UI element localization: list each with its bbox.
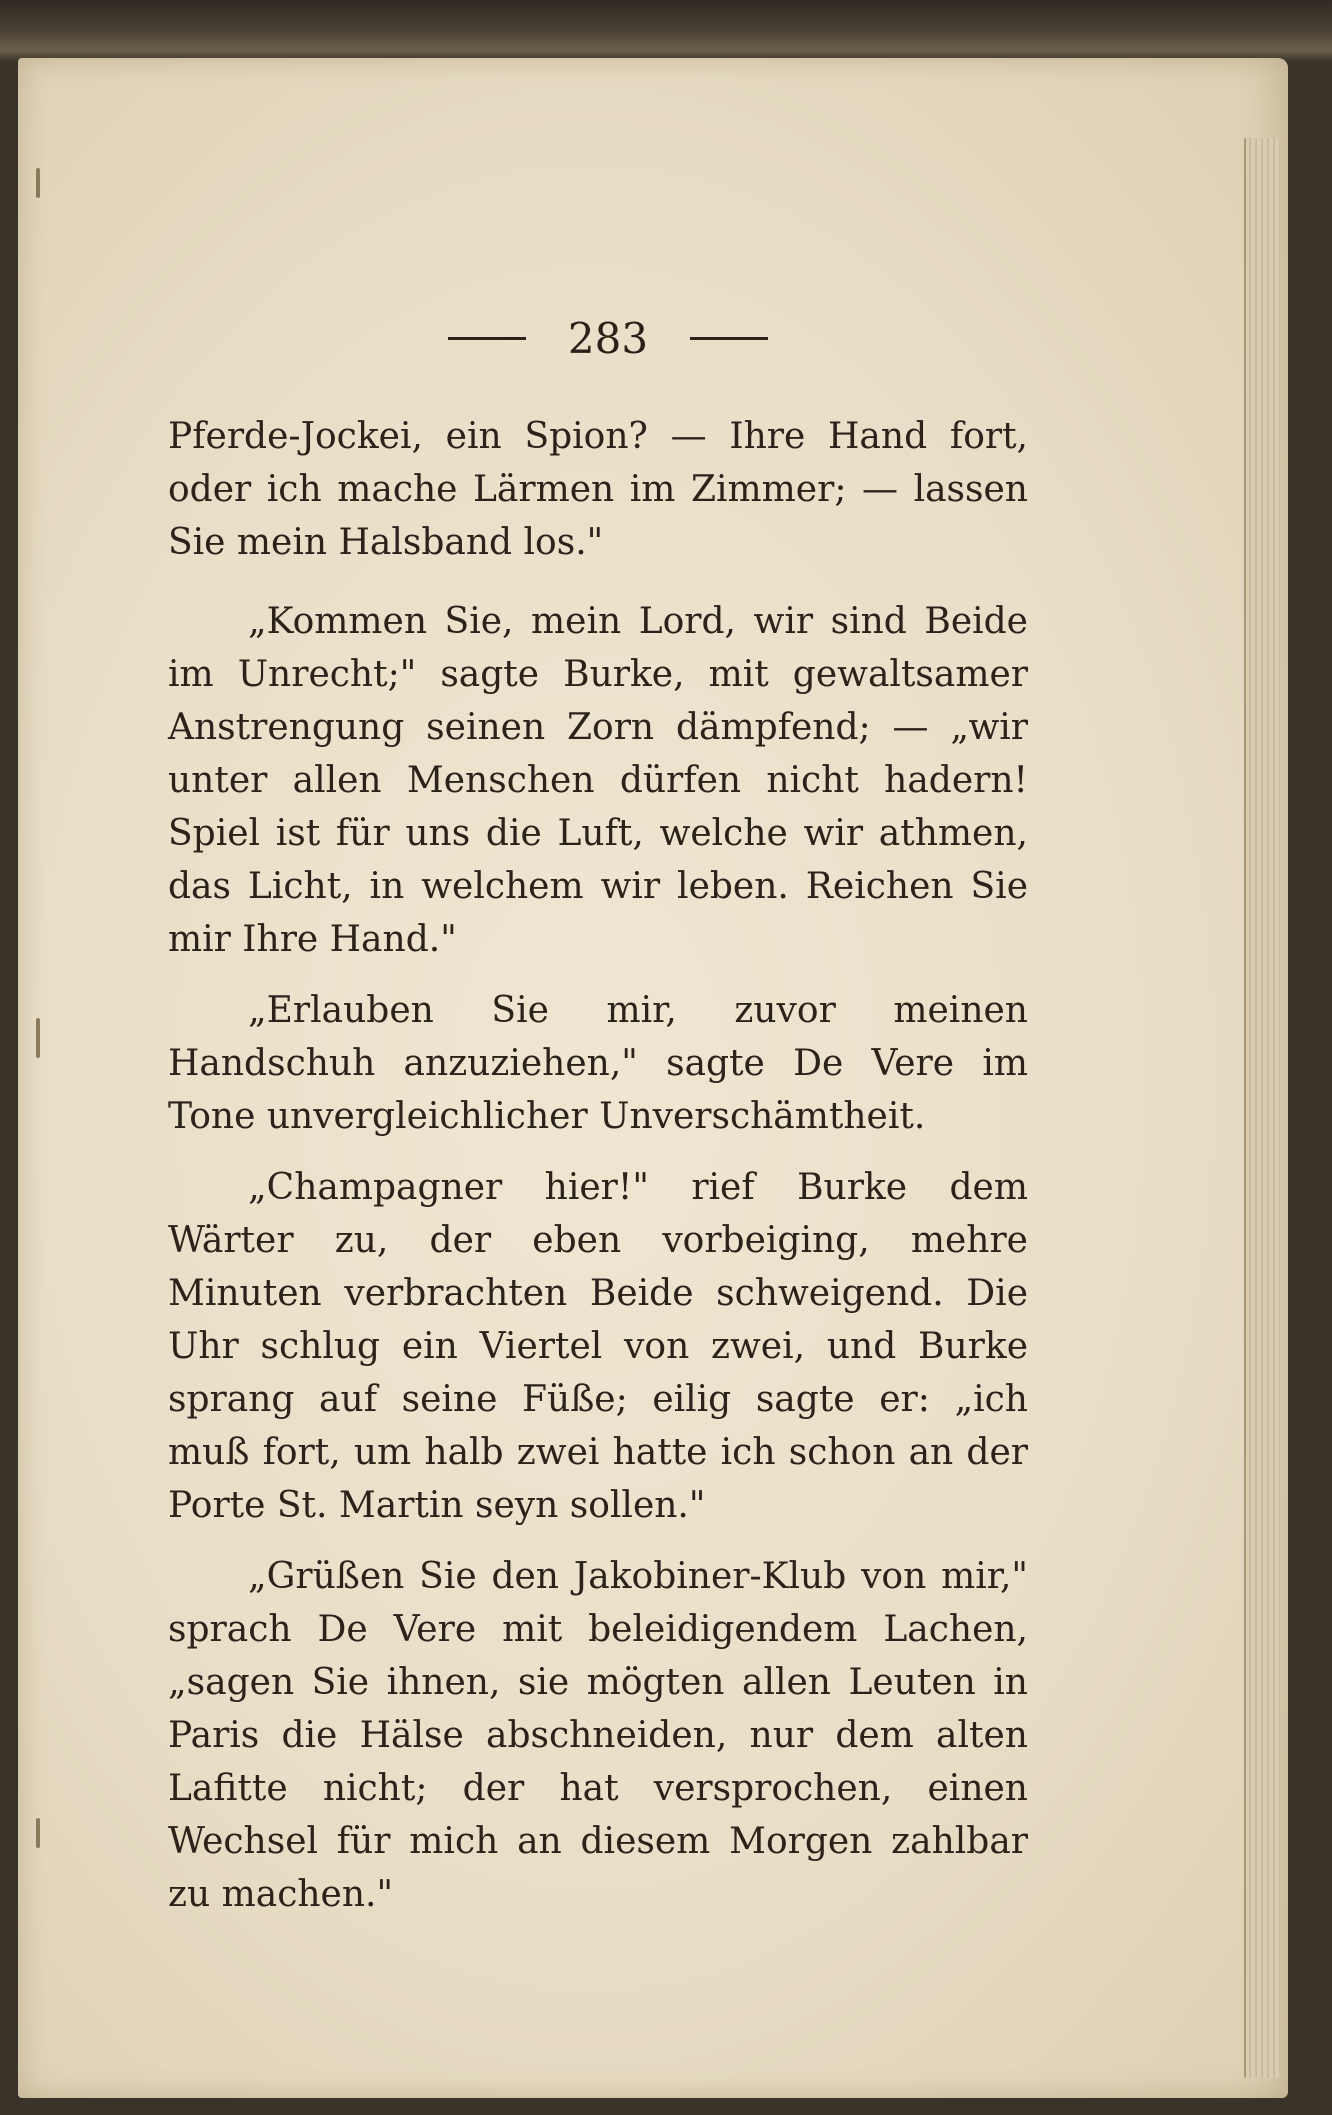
page-number: 283 — [567, 314, 649, 363]
paragraph: Pferde-Jockei, ein Spion? — Ihre Hand fort, oder ich mache Lärmen im Zimmer; — lassen Sie mein Halsband los." — [168, 416, 1028, 563]
binding-mark — [36, 1018, 40, 1058]
binding-mark — [36, 1818, 40, 1848]
paragraph: „Erlauben Sie mir, zuvor meinen Handschuh anzuziehen," sagte De Vere im Tone unvergleichlicher Unverschämtheit. — [168, 990, 1028, 1137]
binding-mark — [36, 168, 40, 198]
header-rule-left — [448, 337, 526, 340]
book-page — [18, 58, 1288, 2098]
paragraph: „Grüßen Sie den Jakobiner-Klub von mir," sprach De Vere mit beleidigendem Lachen, „sagen Sie ihnen, sie mögten allen Leuten in Paris die Hälse abschneiden, nur dem alten Lafitte nicht; der hat versprochen, einen Wechsel für mich an diesem Morgen zahlbar zu machen." — [168, 1556, 1028, 1915]
paragraph: „Kommen Sie, mein Lord, wir sind Beide im Unrecht;" sagte Burke, mit gewaltsamer Anstrengung seinen Zorn dämpfend; — „wir unter allen Menschen dürfen nicht hadern! Spiel ist für uns die Luft, welche wir athmen, das Licht, in welchem wir leben. Reichen Sie mir Ihre Hand." — [168, 601, 1028, 960]
paragraph: „Champagner hier!" rief Burke dem Wärter zu, der eben vorbeiging, mehre Minuten verbrachten Beide schweigend. Die Uhr schlug ein Viertel von zwei, und Burke sprang auf seine Füße; eilig sagte er: „ich muß fort, um halb zwei hatte ich schon an der Porte St. Martin seyn sollen." — [168, 1167, 1028, 1526]
header-rule-right — [690, 337, 768, 340]
page-header — [18, 314, 1198, 363]
page-edges — [1244, 138, 1280, 2078]
body-text — [168, 410, 1028, 1939]
